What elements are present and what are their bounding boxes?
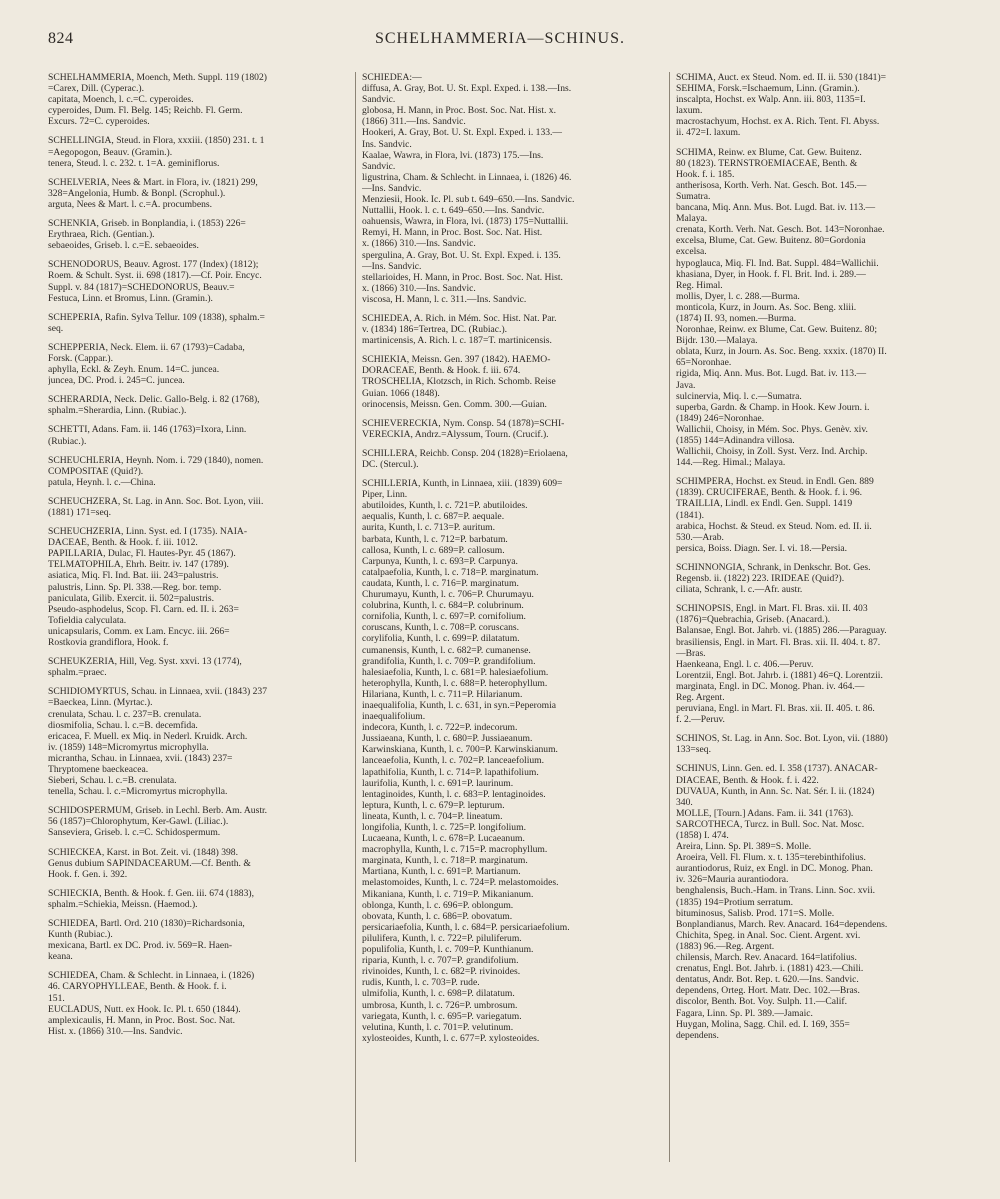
entry-line: DUVAUA, Kunth, in Ann. Sc. Nat. Sér. I. ii. (1824) [676,785,875,797]
entry-line: Bonplandianus, March. Rev. Anacard. 164=dependens. [676,918,888,930]
entry-line: TELMATOPHILA, Ehrh. Beitr. iv. 147 (1789). [48,559,229,571]
entry-headword-line: SCHIEVERECKIA, Nym. Consp. 54 (1878)=SCHI- [362,417,565,429]
entry-line: seq. [48,322,64,334]
entry-line: (1866) 311.—Ins. Sandvic. [362,116,466,128]
entry-line: aurantiodorus, Ruiz, ex Engl. in DC. Monog. Phan. [676,863,873,875]
dictionary-entry [48,177,348,210]
entry-line: globosa, H. Mann, in Proc. Bost. Soc. Nat. Hist. x. [362,105,557,117]
entry-line: dependens, Orteg. Hort. Matr. Dec. 102.—Bras. [676,985,860,997]
entry-line: Aroeira, Vell. Fl. Flum. x. t. 135=terebinthifolius. [676,852,866,864]
entry-line: sphalm.=praec. [48,667,107,679]
entry-line: Sandvic. [362,94,396,106]
entry-line: crenatus, Engl. Bot. Jahrb. i. (1881) 423.—Chili. [676,963,864,975]
entry-headword-line: SCHINUS, Linn. Gen. ed. I. 358 (1737). ANACAR- [676,763,878,775]
entry-line: MOLLE, [Tourn.] Adans. Fam. ii. 341 (1763). [676,807,854,819]
entry-headword-line: SCHILLERA, Reichb. Consp. 204 (1828)=Eriolaena, [362,447,568,459]
entry-headword-line: SCHETTI, Adans. Fam. ii. 146 (1763)=Ixora, Linn. [48,424,247,436]
entry-line: Jussiaeana, Kunth, l. c. 680=P. Jussiaeanum. [362,733,533,745]
entry-headword-line: SCHILLERIA, Kunth, in Linnaea, xiii. (1839) 609= [362,478,563,490]
entry-line: keana. [48,951,73,963]
entry-line: amplexicaulis, H. Mann, in Proc. Bost. Soc. Nat. [48,1014,236,1026]
entry-line: sebaeoides, Griseb. l. c.=E. sebaeoides. [48,240,199,252]
entry-line: DC. (Stercul.). [362,459,419,470]
entry-line: mexicana, Bartl. ex DC. Prod. iv. 569=R. Haen- [48,940,233,952]
dictionary-entry [48,526,348,648]
dictionary-entry [48,135,348,168]
entry-line: inaequalifolium. [362,711,426,723]
entry-line: Kunth (Rubiac.). [48,929,113,941]
entry-line: macrophylla, Kunth, l. c. 715=P. macrophyllum. [362,844,548,856]
entry-line: inscalpta, Hochst. ex Walp. Ann. iii. 803, 1135=I. [676,94,866,106]
entry-line: xylosteoides, Kunth, l. c. 677=P. xylosteoides. [362,1032,540,1044]
entry-line: brasiliensis, Engl. in Mart. Fl. Bras. xii. II. 404. t. 87. [676,636,881,648]
entry-line: (1858) I. 474. [676,830,729,841]
dictionary-entry [676,476,976,554]
page-number: 824 [48,30,74,47]
entry-line: heterophylla, Kunth, l. c. 688=P. heterophyllum. [362,677,548,689]
entry-headword-line: SCHIEDEA, Cham. & Schlecht. in Linnaea, i. (1826) [48,970,255,982]
entry-headword-line: SCHIEDEA:— [362,72,422,83]
entry-headword-line: SCHIECKIA, Benth. & Hook. f. Gen. iii. 674 (1883), [48,887,254,899]
entry-line: oblata, Kurz, in Journ. As. Soc. Beng. xxxix. (1870) II. [676,346,887,358]
entry-line: 340. [676,796,693,808]
entry-line: Malaya. [676,213,708,225]
entry-line: bituminosus, Salisb. Prod. 171=S. Molle. [676,907,835,919]
entry-line: coruscans, Kunth, l. c. 708=P. coruscans. [362,622,520,634]
entry-line: ulmifolia, Kunth, l. c. 698=P. dilatatum. [362,988,515,1000]
entry-line: —Ins. Sandvic. [362,260,422,272]
entry-line: =Aegopogon, Beauv. (Gramin.). [48,146,173,158]
entry-line: dentatus, Andr. Bot. Rep. t. 620.—Ins. Sandvic. [676,974,859,986]
entry-line: —Bras. [676,647,706,659]
entry-headword-line: SCHIEDEA, A. Rich. in Mém. Soc. Hist. Nat. Par. [362,312,557,324]
column-1 [48,72,348,1199]
entry-line: Areira, Linn. Sp. Pl. 389=S. Molle. [676,841,812,853]
entry-line: macrostachyum, Hochst. ex A. Rich. Tent. Fl. Abyss. [676,116,880,128]
entry-line: (1874) II. 93, nomen.—Burma. [676,312,797,324]
entry-line: arabica, Hochst. & Steud. ex Steud. Nom. ed. II. ii. [676,520,872,532]
entry-line: velutina, Kunth, l. c. 701=P. velutinum. [362,1021,514,1033]
entry-line: bancana, Miq. Ann. Mus. Bot. Lugd. Bat. iv. 113.— [676,202,876,214]
entry-line: diosmifolia, Schau. l. c.=B. decemfida. [48,719,198,731]
entry-line: variegata, Kunth, l. c. 695=P. variegatum. [362,1010,522,1022]
entry-line: Hook. f. Gen. i. 392. [48,868,128,880]
entry-line: asiatica, Miq. Fl. Ind. Bat. iii. 243=palustris. [48,570,219,582]
entry-line: tenella, Schau. l. c.=Micromyrtus microphylla. [48,786,228,798]
entry-line: marginata, Kunth, l. c. 718=P. marginatum. [362,855,528,867]
dictionary-entry [48,342,348,386]
entry-line: obovata, Kunth, l. c. 686=P. obovatum. [362,910,513,922]
entry-line: pilulifera, Kunth, l. c. 722=P. piluliferum. [362,932,522,944]
entry-line: cumanensis, Kunth, l. c. 682=P. cumanense. [362,644,531,656]
entry-line: discolor, Benth. Bot. Voy. Sulph. 11.—Calif. [676,996,847,1008]
entry-line: iv. 326=Mauria aurantiodora. [676,874,789,886]
entry-line: arguta, Nees & Mart. l. c.=A. procumbens. [48,198,213,210]
entry-line: rivinoides, Kunth, l. c. 682=P. rivinoides. [362,966,521,978]
entry-line: lentaginoides, Kunth, l. c. 683=P. lentaginoides. [362,788,546,800]
entry-line: khasiana, Dyer, in Hook. f. Fl. Brit. Ind. i. 289.— [676,268,866,280]
entry-line: lineata, Kunth, l. c. 704=P. lineatum. [362,810,503,822]
entry-line: Tofieldia calyculata. [48,614,127,626]
entry-line: =Carex, Dill. (Cyperac.). [48,83,144,95]
entry-line: Hist. x. (1866) 310.—Ins. Sandvic. [48,1025,183,1037]
entry-line: stellarioides, H. Mann, in Proc. Bost. Soc. Nat. Hist. [362,271,563,283]
entry-line: DORACEAE, Benth. & Hook. f. iii. 674. [362,365,521,377]
entry-line: COMPOSITAE (Quid?). [48,465,144,477]
entry-line: tenera, Steud. l. c. 232. t. 1=A. geminiflorus. [48,157,220,169]
entry-line: EUCLADUS, Nutt. ex Hook. Ic. Pl. t. 650 (1844). [48,1003,241,1015]
entry-line: (1835) 194=Protium serratum. [676,896,794,908]
entry-line: palustris, Linn. Sp. Pl. 338.—Reg. bor. temp. [48,581,222,593]
entry-line: callosa, Kunth, l. c. 689=P. callosum. [362,544,505,556]
entry-line: Bijdr. 130.—Malaya. [676,335,758,347]
entry-headword-line: SCHINNONGIA, Schrank, in Denkschr. Bot. Ges. [676,561,871,573]
page-header [40,30,960,54]
entry-line: x. (1866) 310.—Ins. Sandvic. [362,238,476,250]
entry-line: Forsk. (Cappar.). [48,352,114,364]
entry-headword-line: SCHIDIOMYRTUS, Schau. in Linnaea, xvii. (1843) 237 [48,686,267,698]
dictionary-entry [48,847,348,880]
column-divider [355,72,356,1162]
entry-headword-line: SCHENKIA, Griseb. in Bonplandia, i. (1853) 226= [48,218,246,230]
entry-headword-line: SCHIECKEA, Karst. in Bot. Zeit. vi. (1848) 398. [48,846,238,858]
entry-line: 144.—Reg. Himal.; Malaya. [676,457,786,469]
dictionary-entry [48,259,348,303]
entry-line: peruviana, Engl. in Mart. Fl. Bras. xii. II. 405. t. 86. [676,703,875,715]
entry-line: paniculata, Gilib. Exercit. ii. 502=palustris. [48,592,215,604]
entry-line: crenulata, Schau. l. c. 237=B. crenulata. [48,708,202,720]
entry-line: (1839). CRUCIFERAE, Benth. & Hook. f. i. 96. [676,487,863,499]
entry-line: riparia, Kunth, l. c. 707=P. grandifolium. [362,955,519,967]
entry-line: TRAILLIA, Lindl. ex Endl. Gen. Suppl. 1419 [676,498,853,510]
entry-line: 80 (1823). TERNSTROEMIACEAE, Benth. & [676,157,858,169]
entry-line: Karwinskiana, Kunth, l. c. 700=P. Karwinskianum. [362,744,558,756]
entry-line: Wallichii, Choisy, in Zoll. Syst. Verz. Ind. Archip. [676,446,868,458]
dictionary-entry [676,72,976,139]
entry-line: (Rubiac.). [48,435,87,447]
entry-line: DACEAE, Benth. & Hook. f. iii. 1012. [48,537,198,549]
entry-headword-line: SCHELVERIA, Nees & Mart. in Flora, iv. (1821) 299, [48,176,258,188]
entry-headword-line: SCHEUCHLERIA, Heynh. Nom. i. 729 (1840), nomen. [48,454,264,466]
entry-line: iv. (1859) 148=Micromyrtus microphylla. [48,741,209,753]
entry-line: ii. 472=I. laxum. [676,127,741,139]
dictionary-entry [362,313,662,346]
dictionary-entry [48,970,348,1037]
dictionary-entry [48,805,348,838]
entry-line: ciliata, Schrank, l. c.—Afr. austr. [676,584,803,596]
entry-headword-line: SCHERARDIA, Neck. Delic. Gallo-Belg. i. 82 (1768), [48,394,260,406]
entry-headword-line: SCHIEDEA, Bartl. Ord. 210 (1830)=Richardsonia, [48,918,245,929]
entry-line: leptura, Kunth, l. c. 679=P. lepturum. [362,799,505,811]
entry-line: f. 2.—Peruv. [676,714,725,726]
entry-line: Churumayu, Kunth, l. c. 706=P. Churumayu. [362,589,534,601]
entry-line: corylifolia, Kunth, l. c. 699=P. dilatatum. [362,633,520,645]
entry-line: x. (1866) 310.—Ins. Sandvic. [362,282,476,294]
entry-line: persicariaefolia, Kunth, l. c. 684=P. persicariaefolium. [362,921,570,933]
entry-line: PAPILLARIA, Dulac, Fl. Hautes-Pyr. 45 (1867). [48,548,236,560]
entry-line: Java. [676,379,696,391]
entry-headword-line: SCHELLINGIA, Steud. in Flora, xxxiii. (1850) 231. t. 1 [48,135,265,147]
entry-line: persica, Boiss. Diagn. Ser. I. vi. 18.—Persia. [676,542,848,554]
entry-headword-line: SCHELHAMMERIA, Moench, Meth. Suppl. 119 (1802) [48,72,267,83]
entry-line: dependens. [676,1029,719,1041]
entry-line: 151. [48,992,65,1004]
entry-line: antherisosa, Korth. Verh. Nat. Gesch. Bot. 145.— [676,179,867,191]
entry-line: 46. CARYOPHYLLEAE, Benth. & Hook. f. i. [48,981,227,993]
dictionary-entry [362,418,662,440]
entry-line: Fagara, Linn. Sp. Pl. 389.—Jamaic. [676,1007,813,1019]
dictionary-entry [48,686,348,797]
dictionary-entry [48,394,348,416]
entry-line: catalpaefolia, Kunth, l. c. 718=P. marginatum. [362,566,539,578]
entry-line: orinocensis, Meissn. Gen. Comm. 300.—Guian. [362,398,547,410]
entry-headword-line: SCHIMPERA, Hochst. ex Steud. in Endl. Gen. 889 [676,476,874,488]
entry-line: DIACEAE, Benth. & Hook. f. i. 422. [676,774,819,786]
entry-headword-line: SCHEUCHZERIA, Linn. Syst. ed. I (1735). NAIA- [48,526,248,538]
entry-line: barbata, Kunth, l. c. 712=P. barbatum. [362,533,508,545]
entry-line: Guian. 1066 (1848). [362,387,440,399]
entry-line: aphylla, Eckl. & Zeyh. Enum. 14=C. juncea. [48,364,220,376]
entry-line: Genus dubium SAPINDACEARUM.—Cf. Benth. & [48,857,251,869]
dictionary-entry [676,147,976,469]
entry-line: spergulina, A. Gray, Bot. U. St. Expl. Exped. i. 135. [362,249,561,261]
entry-line: (1841). [676,509,704,521]
entry-line: rudis, Kunth, l. c. 703=P. rude. [362,977,480,989]
dictionary-entry [48,918,348,962]
entry-headword-line: SCHENODORUS, Beauv. Agrost. 177 (Index) (1812); [48,259,259,271]
entry-line: Roem. & Schult. Syst. ii. 698 (1817).—Cf. Poir. Encyc. [48,270,262,282]
entry-line: Lorentzii, Engl. Bot. Jahrb. i. (1881) 46=Q. Lorentzii. [676,669,883,681]
entry-line: cyperoides, Dum. Fl. Belg. 145; Reichb. Fl. Germ. [48,105,243,117]
entry-line: inaequalifolia, Kunth, l. c. 631, in syn.=Peperomia [362,699,557,711]
dictionary-entry [676,763,976,1040]
entry-line: viscosa, H. Mann, l. c. 311.—Ins. Sandvic. [362,293,527,305]
entry-line: v. (1834) 186=Tertrea, DC. (Rubiac.). [362,324,508,336]
running-head: SCHELHAMMERIA—SCHINUS. [374,30,626,47]
entry-line: umbrosa, Kunth, l. c. 726=P. umbrosum. [362,999,518,1011]
entry-line: cornifolia, Kunth, l. c. 697=P. cornifolium. [362,611,526,623]
entry-line: micrantha, Schau. in Linnaea, xvii. (1843) 237= [48,752,233,764]
dictionary-entry [48,656,348,678]
entry-line: 530.—Arab. [676,531,724,543]
entry-line: Sanseviera, Griseb. l. c.=C. Schidospermum. [48,827,221,839]
dictionary-entry [676,562,976,595]
entry-line: unicapsularis, Comm. ex Lam. Encyc. iii. 266= [48,625,230,637]
entry-line: lapathifolia, Kunth, l. c. 714=P. lapathifolium. [362,766,539,778]
entry-line: monticola, Kurz, in Journ. As. Soc. Beng. xliii. [676,301,857,313]
entry-line: Huygan, Molina, Sagg. Chil. ed. I. 169, 355= [676,1018,850,1030]
entry-line: laxum. [676,105,703,117]
entry-line: (1849) 246=Noronhae. [676,412,765,424]
entry-line: (1883) 96.—Reg. Argent. [676,940,775,952]
entry-headword-line: SCHIMA, Auct. ex Steud. Nom. ed. II. ii. 530 (1841)= [676,72,887,83]
entry-line: mollis, Dyer, l. c. 288.—Burma. [676,290,800,302]
dictionary-entry [362,72,662,305]
entry-line: 56 (1857)=Chlorophytum, Ker-Gawl. (Liliac.). [48,816,229,828]
entry-line: Sandvic. [362,160,396,172]
entry-line: —Ins. Sandvic. [362,182,422,194]
entry-line: Ins. Sandvic. [362,138,412,150]
entry-line: laurifolia, Kunth, l. c. 691=P. laurinum. [362,777,514,789]
entry-line: patula, Heynh. l. c.—China. [48,476,156,488]
entry-line: crenata, Korth. Verh. Nat. Gesch. Bot. 143=Noronhae. [676,224,885,236]
entry-line: SEHIMA, Forsk.=Ischaemum, Linn. (Gramin.). [676,83,860,95]
entry-line: grandifolia, Kunth, l. c. 709=P. grandifolium. [362,655,536,667]
entry-line: juncea, DC. Prod. i. 245=C. juncea. [48,375,185,387]
entry-line: excelsa, Blume, Cat. Gew. Buitenz. 80=Gordonia [676,235,866,247]
entry-line: Wallichii, Choisy, in Mém. Soc. Phys. Genèv. xiv. [676,423,868,435]
entry-line: Nuttallii, Hook. l. c. t. 649–650.—Ins. Sandvic. [362,205,545,217]
dictionary-entry [362,354,662,409]
dictionary-entry [362,448,662,470]
entry-line: 65=Noronhae. [676,357,732,369]
entry-line: sulcinervia, Miq. l. c.—Sumatra. [676,390,802,402]
entry-line: Mikaniana, Kunth, l. c. 719=P. Mikanianum. [362,888,534,900]
entry-line: oahuensis, Wawra, in Flora, lvi. (1873) 175=Nuttallii. [362,216,569,228]
entry-headword-line: SCHIEKIA, Meissn. Gen. 397 (1842). HAEMO- [362,354,551,366]
entry-line: aequalis, Kunth, l. c. 687=P. aequale. [362,511,505,523]
entry-line: superba, Gardn. & Champ. in Hook. Kew Journ. i. [676,401,870,413]
entry-line: Balansae, Engl. Bot. Jahrb. vi. (1885) 286.—Paraguay. [676,625,887,637]
entry-line: Reg. Himal. [676,279,723,291]
entry-line: oblonga, Kunth, l. c. 696=P. oblongum. [362,899,514,911]
entry-line: Reg. Argent. [676,691,725,703]
column-2 [362,72,662,1199]
entry-line: 133=seq. [676,744,711,756]
dictionary-entry [48,424,348,446]
column-3 [676,72,976,1199]
entry-line: Pseudo-asphodelus, Scop. Fl. Carn. ed. II. i. 263= [48,603,239,615]
entry-line: TROSCHELIA, Klotzsch, in Rich. Schomb. Reise [362,376,556,388]
entry-line: SARCOTHECA, Turcz. in Bull. Soc. Nat. Mosc. [676,818,865,830]
entry-line: ligustrina, Cham. & Schlecht. in Linnaea, i. (1826) 46. [362,171,572,183]
dictionary-entry [676,603,976,725]
entry-line: Sumatra. [676,190,711,202]
entry-line: Sieberi, Schau. l. c.=B. crenulata. [48,775,177,787]
entry-line: marginata, Engl. in DC. Monog. Phan. iv. 464.— [676,680,865,692]
entry-line: VERECKIA, Andrz.=Alyssum, Tourn. (Crucif.). [362,428,549,440]
entry-line: benghalensis, Buch.-Ham. in Trans. Linn. Soc. xvii. [676,885,876,897]
entry-line: abutiloides, Kunth, l. c. 721=P. abutiloides. [362,500,528,512]
entry-line: longifolia, Kunth, l. c. 725=P. longifolium. [362,822,526,833]
entry-line: sphalm.=Schiekia, Meissn. (Haemod.). [48,898,198,910]
entry-line: martinicensis, A. Rich. l. c. 187=T. martinicensis. [362,335,552,347]
entry-line: Festuca, Linn. et Bromus, Linn. (Gramin.). [48,292,213,304]
entry-line: Noronhae, Reinw. ex Blume, Cat. Gew. Buitenz. 80; [676,324,877,336]
entry-line: excelsa. [676,246,707,258]
entry-line: Rostkovia grandiflora, Hook. f. [48,637,169,649]
entry-line: ericacea, F. Muell. ex Miq. in Nederl. Kruidk. Arch. [48,730,248,742]
dictionary-entry [48,218,348,251]
dictionary-entry [48,312,348,334]
entry-line: indecora, Kunth, l. c. 722=P. indecorum. [362,722,518,734]
column-divider [669,72,670,1162]
entry-headword-line: SCHEUCHZERA, St. Lag. in Ann. Soc. Bot. Lyon, viii. [48,495,264,507]
entry-line: Piper, Linn. [362,489,408,501]
entry-line: Remyi, H. Mann, in Proc. Bost. Soc. Nat. Hist. [362,227,543,239]
dictionary-entry [362,478,662,1044]
entry-line: =Baeckea, Linn. (Myrtac.). [48,697,153,709]
entry-line: chilensis, March. Rev. Anacard. 164=latifolius. [676,952,857,964]
entry-line: Hilariana, Kunth, l. c. 711=P. Hilarianum. [362,688,523,700]
entry-line: Thryptomene baeckeacea. [48,763,149,775]
entry-headword-line: SCHEPPERIA, Neck. Elem. ii. 67 (1793)=Cadaba, [48,341,245,353]
entry-line: lanceaefolia, Kunth, l. c. 702=P. lanceaefolium. [362,755,545,767]
entry-headword-line: SCHINOS, St. Lag. in Ann. Soc. Bot. Lyon, vii. (1880) [676,733,888,745]
entry-line: Erythraea, Rich. (Gentian.). [48,229,155,241]
entry-line: halesiaefolia, Kunth, l. c. 681=P. halesiaefolium. [362,666,549,678]
entry-line: Lucaeana, Kunth, l. c. 678=P. Lucaeanum. [362,833,525,845]
entry-line: sphalm.=Sherardia, Linn. (Rubiac.). [48,405,187,417]
entry-headword-line: SCHEUKZERIA, Hill, Veg. Syst. xxvi. 13 (1774), [48,656,242,668]
dictionary-entry [48,72,348,127]
entry-line: populifolia, Kunth, l. c. 709=P. Kunthianum. [362,944,534,956]
entry-line: Hook. f. i. 185. [676,168,735,180]
entry-line: Regensb. ii. (1822) 223. IRIDEAE (Quid?). [676,573,845,585]
entry-line: Carpunya, Kunth, l. c. 693=P. Carpunya. [362,555,518,567]
entry-line: Hookeri, A. Gray, Bot. U. St. Expl. Exped. i. 133.— [362,127,563,139]
entry-line: Haenkeana, Engl. l. c. 406.—Peruv. [676,658,814,670]
entry-line: hypoglauca, Miq. Fl. Ind. Bat. Suppl. 484=Wallichii. [676,257,879,269]
entry-headword-line: SCHIDOSPERMUM, Griseb. in Lechl. Berb. Am. Austr. [48,805,268,817]
dictionary-entry [676,733,976,755]
entry-line: Kaalae, Wawra, in Flora, lvi. (1873) 175.—Ins. [362,149,544,161]
entry-line: colubrina, Kunth, l. c. 684=P. colubrinum. [362,600,524,612]
dictionary-entry [48,888,348,910]
entry-line: (1876)=Quebrachia, Griseb. (Anacard.). [676,614,831,626]
entry-line: (1881) 171=seq. [48,507,111,518]
entry-line: aurita, Kunth, l. c. 713=P. auritum. [362,522,496,534]
entry-line: Martiana, Kunth, l. c. 691=P. Martianum. [362,866,521,878]
entry-headword-line: SCHIMA, Reinw. ex Blume, Cat. Gew. Buitenz. [676,146,862,158]
entry-headword-line: SCHEPERIA, Rafin. Sylva Tellur. 109 (1838), sphalm.= [48,311,265,323]
entry-line: rigida, Miq. Ann. Mus. Bot. Lugd. Bat. iv. 113.— [676,368,867,380]
entry-line: Chichita, Speg. in Anal. Soc. Cient. Argent. xvi. [676,929,861,941]
entry-headword-line: SCHINOPSIS, Engl. in Mart. Fl. Bras. xii. II. 403 [676,603,868,615]
dictionary-entry [48,455,348,488]
entry-line: capitata, Moench, l. c.=C. cyperoides. [48,94,194,106]
dictionary-entry [48,496,348,518]
entry-line: Suppl. v. 84 (1817)=SCHEDONORUS, Beauv.= [48,281,235,293]
entry-line: 328=Angelonia, Humb. & Bonpl. (Scrophul.). [48,187,226,199]
entry-line: (1855) 144=Adinandra villosa. [676,435,795,446]
entry-line: Excurs. 72=C. cyperoides. [48,116,150,128]
entry-line: Menziesii, Hook. Ic. Pl. sub t. 649–650.—Ins. Sandvic. [362,194,575,206]
entry-line: melastomoides, Kunth, l. c. 724=P. melastomoides. [362,877,559,889]
entry-line: diffusa, A. Gray, Bot. U. St. Expl. Exped. i. 138.—Ins. [362,83,572,95]
entry-line: caudata, Kunth, l. c. 716=P. marginatum. [362,577,519,589]
